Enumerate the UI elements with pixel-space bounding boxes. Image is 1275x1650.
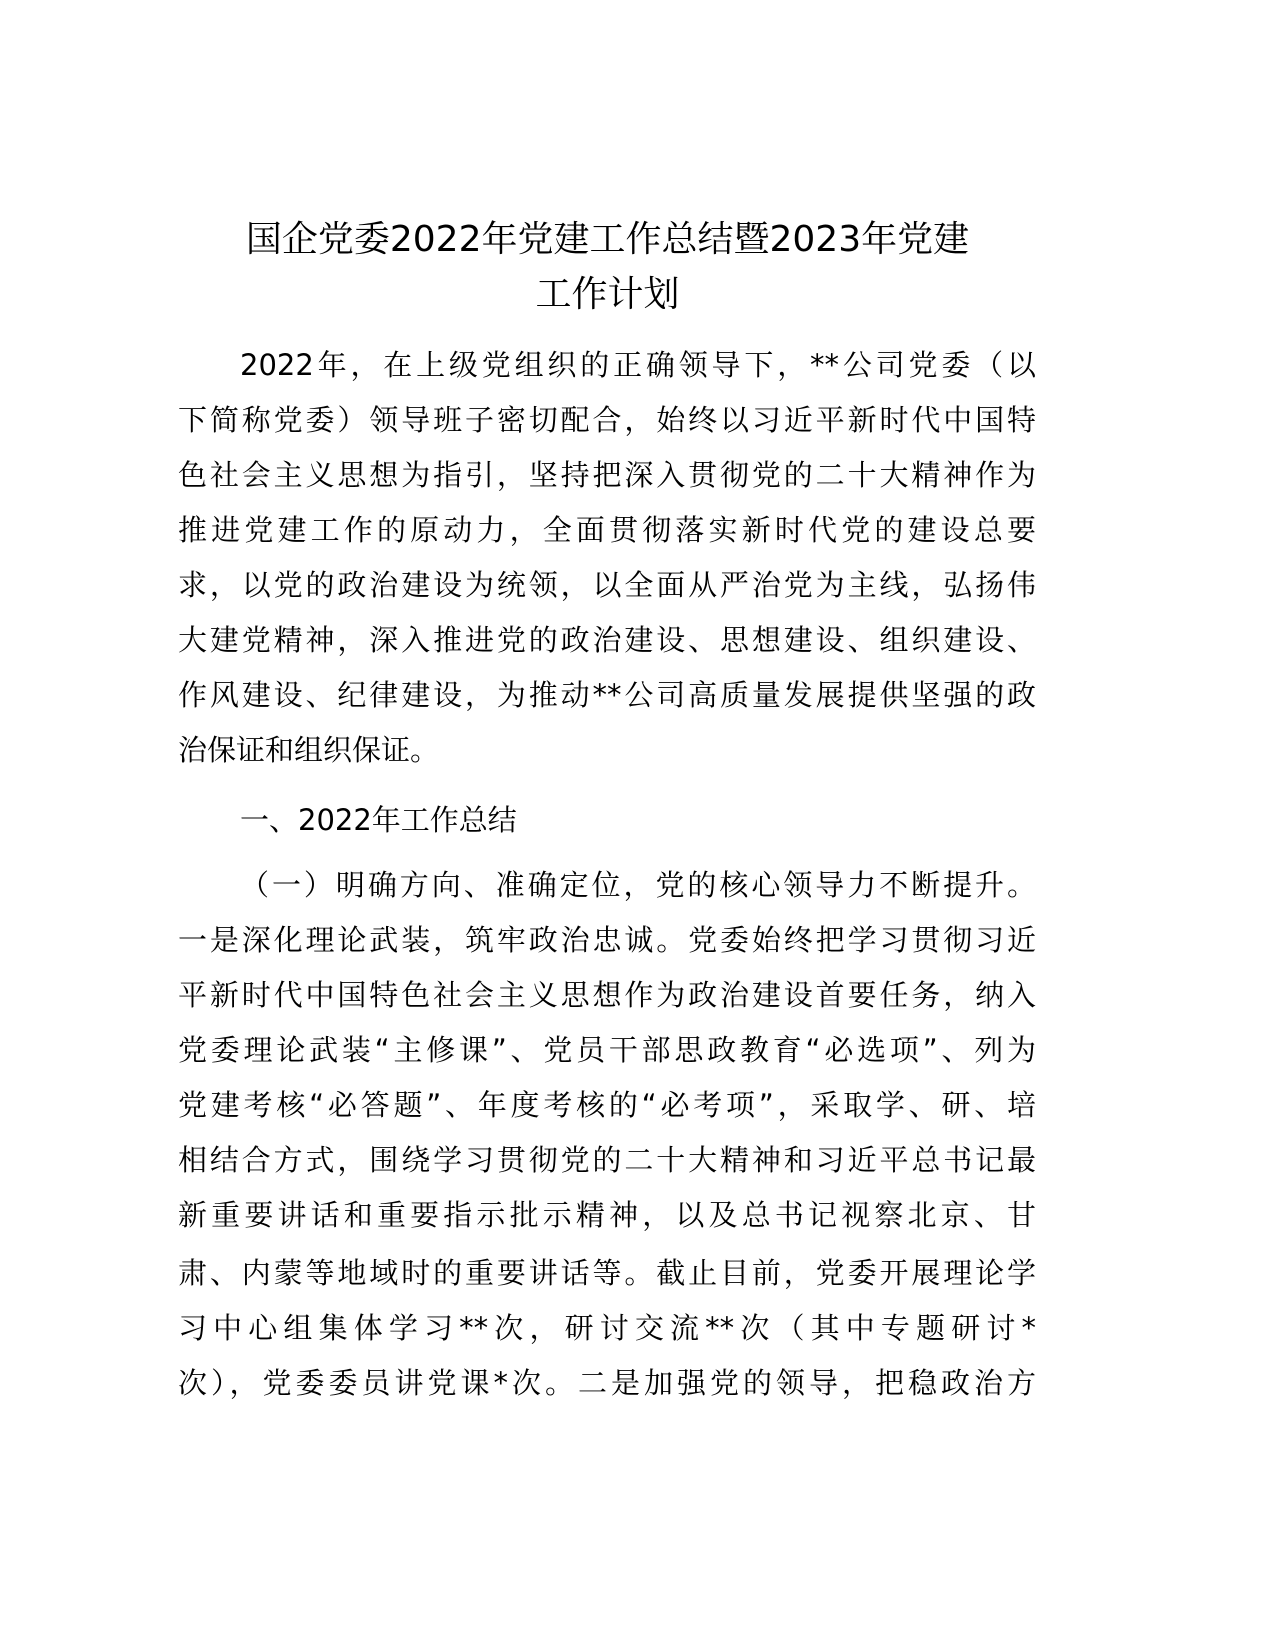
body-paragraph-line: 习中心组集体学习**次，研讨交流**次（其中专题研讨*: [178, 1311, 1036, 1345]
body-paragraph-line: 党建考核“必答题”、年度考核的“必考项”，采取学、研、培: [178, 1088, 1036, 1122]
section-heading: 一、2022年工作总结: [240, 803, 517, 837]
intro-paragraph-line: 下简称党委）领导班子密切配合，始终以习近平新时代中国特: [178, 403, 1036, 437]
intro-paragraph-line: 治保证和组织保证。: [178, 733, 440, 767]
body-paragraph-line: 一是深化理论武装，筑牢政治忠诚。党委始终把学习贯彻习近: [178, 923, 1036, 957]
body-paragraph-line: 次），党委委员讲党课*次。二是加强党的领导，把稳政治方: [178, 1366, 1036, 1400]
intro-paragraph-line: 求，以党的政治建设为统领，以全面从严治党为主线，弘扬伟: [178, 568, 1036, 602]
intro-paragraph-line: 2022年，在上级党组织的正确领导下，**公司党委（以: [240, 348, 1036, 382]
intro-paragraph-line: 大建党精神，深入推进党的政治建设、思想建设、组织建设、: [178, 623, 1036, 657]
document-title-line-2: 工作计划: [535, 274, 680, 315]
document-title-line-1: 国企党委2022年党建工作总结暨2023年党建: [245, 219, 970, 260]
intro-paragraph-line: 作风建设、纪律建设，为推动**公司高质量发展提供坚强的政: [178, 678, 1036, 712]
body-paragraph-line: 肃、内蒙等地域时的重要讲话等。截止目前，党委开展理论学: [178, 1256, 1036, 1290]
body-paragraph-line: 新重要讲话和重要指示批示精神，以及总书记视察北京、甘: [178, 1198, 1036, 1232]
body-paragraph-line: 相结合方式，围绕学习贯彻党的二十大精神和习近平总书记最: [178, 1143, 1036, 1177]
body-paragraph-line: 平新时代中国特色社会主义思想作为政治建设首要任务，纳入: [178, 978, 1036, 1012]
body-paragraph-line: 党委理论武装“主修课”、党员干部思政教育“必选项”、列为: [178, 1033, 1036, 1067]
body-paragraph-line: （一）明确方向、准确定位，党的核心领导力不断提升。: [240, 868, 1036, 902]
intro-paragraph-line: 推进党建工作的原动力，全面贯彻落实新时代党的建设总要: [178, 513, 1036, 547]
intro-paragraph-line: 色社会主义思想为指引，坚持把深入贯彻党的二十大精神作为: [178, 458, 1036, 492]
